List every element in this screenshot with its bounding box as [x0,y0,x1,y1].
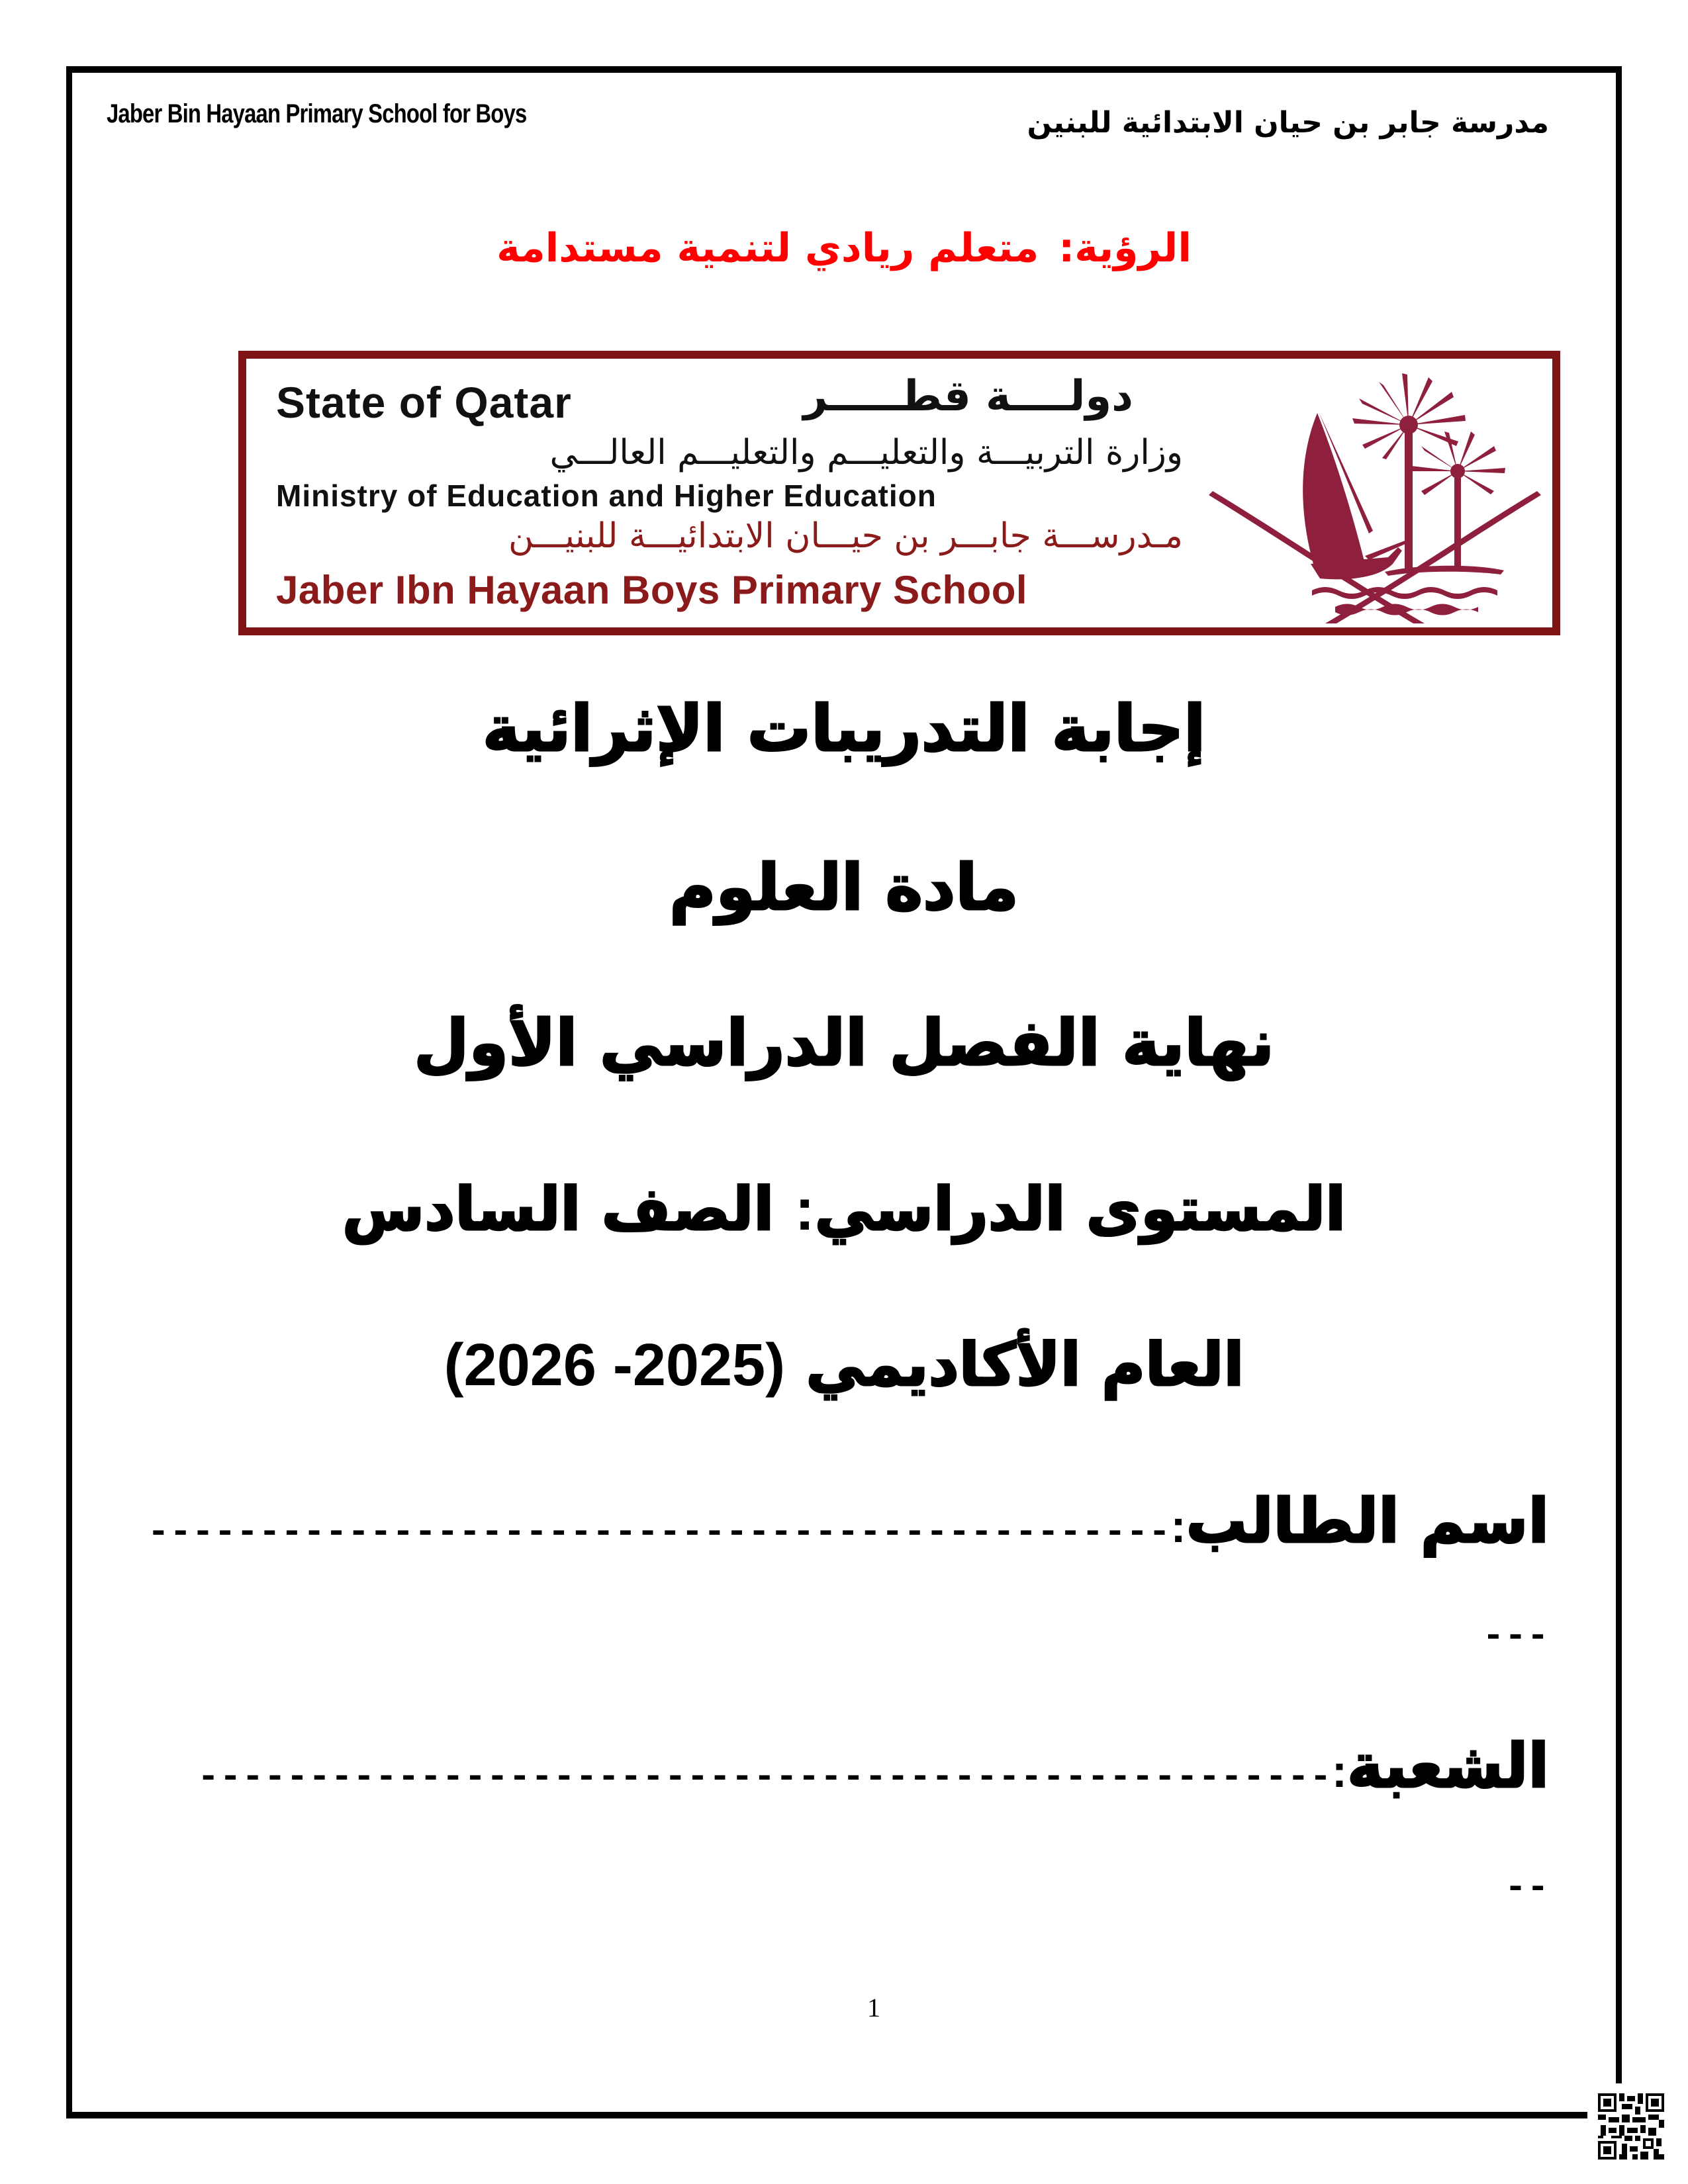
page-border-top [66,66,1622,73]
section-colon: : [1331,1745,1348,1797]
logo-school-en: Jaber Ibn Hayaan Boys Primary School [276,568,1028,612]
grade-level-value: الصف السادس [342,1175,774,1244]
page-border-bottom [66,2112,1587,2118]
qatar-emblem-icon [1199,365,1550,623]
vision-text: متعلم ريادي لتنمية مستدامة [496,225,1039,271]
header-school-name-ar: مدرسة جابر بن حيان الابتدائية للبنين [1027,106,1549,140]
grade-level [0,1175,1688,1244]
section-blank-line[interactable]: --------------------------------------------------- [197,1756,1332,1798]
grade-level-label: المستوى الدراسي [814,1175,1346,1244]
qr-code-icon[interactable] [1598,2093,1664,2160]
logo-ministry-ar: وزارة التربيـــة والتعليـــم والتعليـــم العالـــي [549,433,1183,473]
student-name-label: اسم الطالب [1186,1486,1549,1557]
student-name-field[interactable] [147,1486,1549,1557]
page-border-left [66,66,72,2118]
logo-state-en: State of Qatar [276,378,572,427]
page-number: 1 [867,1993,880,2023]
student-name-colon: : [1170,1500,1186,1552]
logo-school-ar: مـدرســـة جابـــر بن حيـــان الابتدائيـــة للبنيـــن [508,516,1183,556]
document-title: إجابة التدريبات الإثرائية [482,692,1206,766]
vision-statement [0,225,1688,271]
header-school-name-en: Jaber Bin Hayaan Primary School for Boys [107,99,527,128]
section-blank-line-continued[interactable]: -- [1504,1866,1549,1909]
academic-year-label: العام الأكاديمي [806,1330,1244,1400]
section-field[interactable] [197,1731,1549,1801]
grade-level-colon: : [794,1177,815,1243]
logo-ministry-en: Ministry of Education and Higher Education [276,478,937,513]
student-name-blank-line-continued[interactable]: --- [1482,1615,1549,1657]
subject-title: مادة العلوم [669,850,1019,925]
ministry-logo-banner [238,351,1560,635]
academic-year-value: (2025- 2026) [444,1332,786,1398]
logo-state-ar: دولــــة قطـــــر [803,372,1133,421]
section-label: الشعبة [1347,1731,1549,1801]
vision-label: الرؤية: [1058,225,1192,271]
term-title: نهاية الفصل الدراسي الأول [414,1006,1274,1080]
academic-year [0,1330,1688,1400]
student-name-blank-line[interactable]: ---------------------------------------------- [147,1511,1171,1553]
